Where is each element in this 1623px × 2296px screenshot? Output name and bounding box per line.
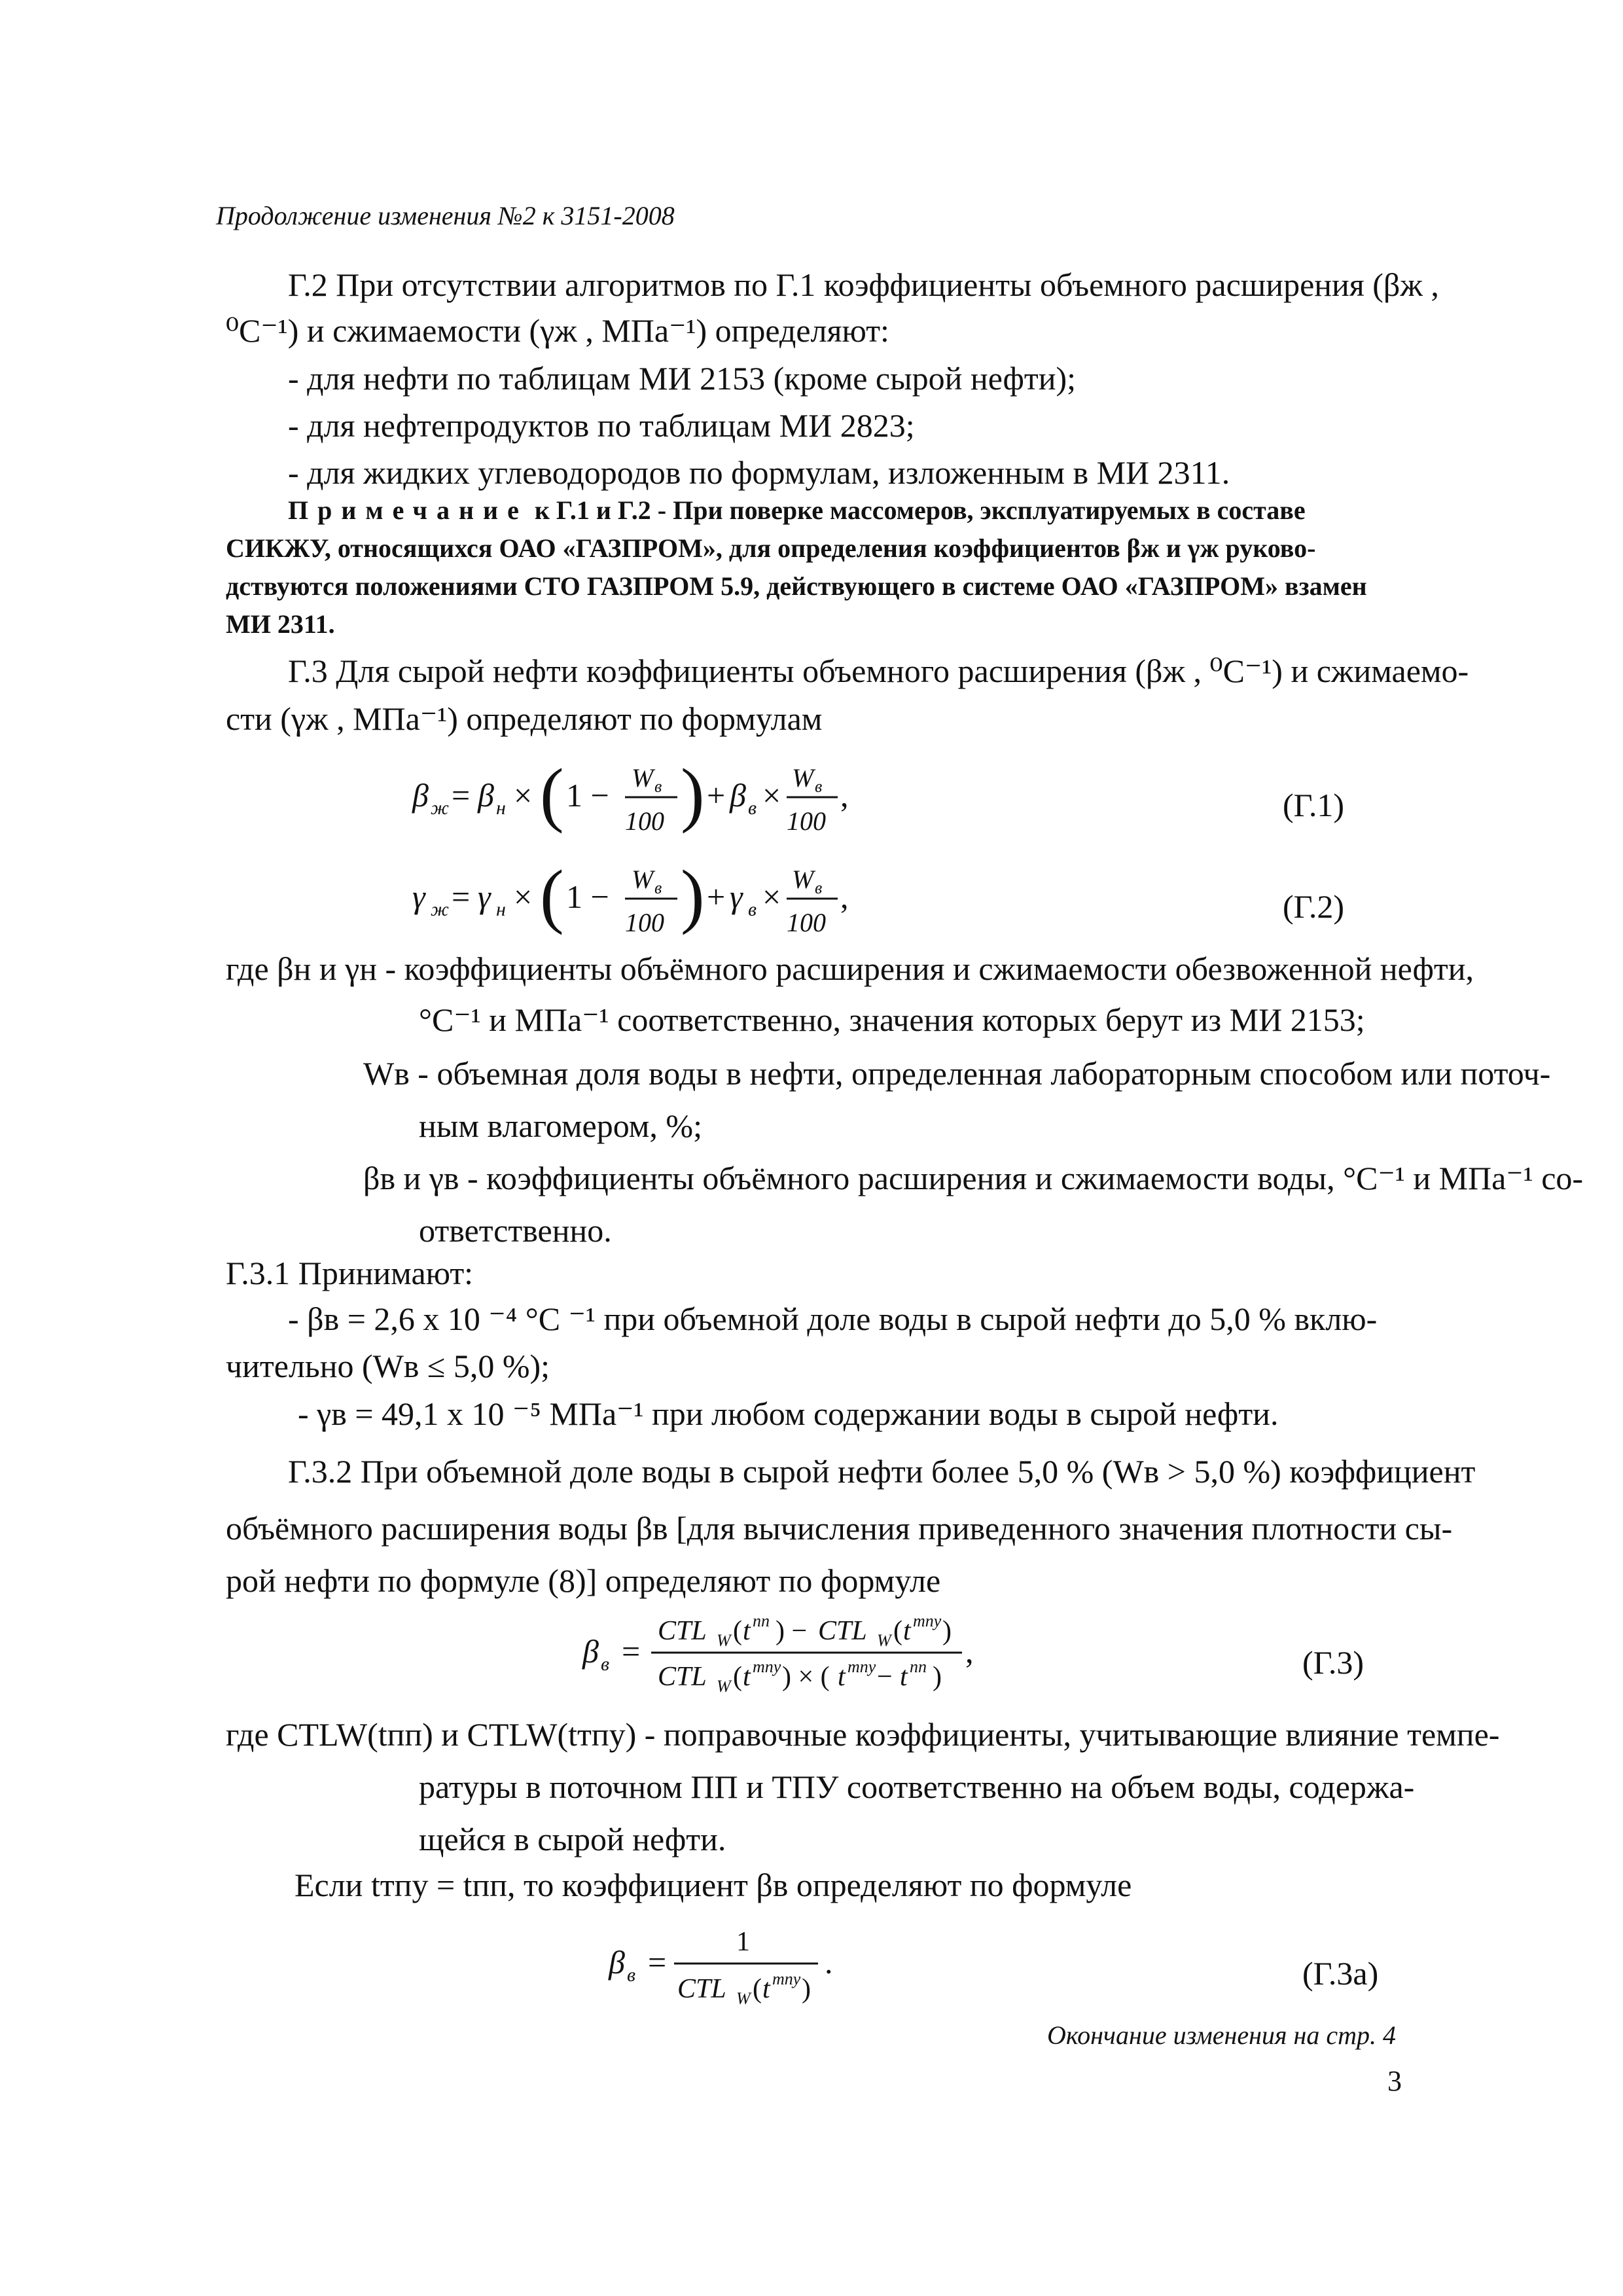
where1-line-5: βв и γв - коэффициенты объёмного расширения и сжимаемости воды, °С⁻¹ и МПа⁻¹ со- bbox=[363, 1160, 1584, 1196]
continuation-note: Окончание изменения на стр. 4 bbox=[1047, 2020, 1397, 2050]
svg-text:пп: пп bbox=[753, 1611, 770, 1630]
svg-text:(: ( bbox=[733, 1616, 742, 1646]
svg-text:в: в bbox=[815, 878, 823, 897]
svg-text:в: в bbox=[748, 899, 757, 920]
svg-text:+: + bbox=[707, 777, 726, 814]
svg-text:=: = bbox=[452, 878, 471, 915]
g2-item-3: - для жидких углеводородов по формулам, изложенным в МИ 2311. bbox=[288, 454, 1230, 491]
svg-text:тпу: тпу bbox=[847, 1657, 876, 1676]
svg-text:) −: ) − bbox=[776, 1616, 808, 1646]
svg-text:) × (: ) × ( bbox=[782, 1662, 830, 1692]
svg-text:γ: γ bbox=[478, 878, 491, 915]
formula-g3a bbox=[602, 1918, 877, 2016]
g2-line-2: ⁰С⁻¹) и сжимаемости (γж , МПа⁻¹) определяют: bbox=[226, 312, 889, 349]
svg-text:(: ( bbox=[540, 754, 564, 834]
where2-line-1: где CTLW(tпп) и CTLW(tтпу) - поправочные коэффициенты, учитывающие влияние темпе- bbox=[226, 1716, 1500, 1753]
note-line-1 bbox=[288, 491, 1306, 530]
svg-text:(: ( bbox=[733, 1662, 742, 1692]
f1-hundred-b: 100 bbox=[787, 806, 826, 836]
formula-g3 bbox=[576, 1604, 1047, 1708]
svg-text:W: W bbox=[717, 1631, 731, 1650]
where2-line-3: щейся в сырой нефти. bbox=[419, 1821, 726, 1857]
svg-text:W: W bbox=[632, 763, 654, 793]
svg-text:,: , bbox=[840, 878, 849, 915]
formula-g2-number: (Г.2) bbox=[1283, 888, 1345, 925]
where1-line-6: ответственно. bbox=[419, 1212, 612, 1249]
svg-text:=: = bbox=[648, 1944, 667, 1981]
note-line-3: дствуются положениями СТО ГАЗПРОМ 5.9, действующего в системе ОАО «ГАЗПРОМ» взамен bbox=[226, 571, 1367, 601]
svg-text:γ: γ bbox=[730, 878, 743, 915]
note-line-1-text: к Г.1 и Г.2 - При поверке массомеров, эксплуатируемых в составе bbox=[534, 495, 1306, 525]
svg-text:β: β bbox=[412, 777, 429, 814]
formula-g1 bbox=[406, 753, 864, 844]
svg-text:тпу: тпу bbox=[772, 1969, 801, 1988]
svg-text:t: t bbox=[743, 1662, 751, 1692]
svg-text:β: β bbox=[478, 777, 494, 814]
where2-line-2: ратуры в поточном ПП и ТПУ соответственно на объем воды, содержа- bbox=[419, 1768, 1415, 1805]
svg-text:t: t bbox=[903, 1616, 911, 1646]
svg-text:н: н bbox=[496, 797, 506, 819]
running-header: Продолжение изменения №2 к 3151-2008 bbox=[216, 201, 675, 230]
where1-line-3: Wв - объемная доля воды в нефти, определенная лабораторным способом или поточ- bbox=[363, 1055, 1551, 1092]
svg-text:тпу: тпу bbox=[913, 1611, 942, 1630]
f3a-numerator: 1 bbox=[736, 1927, 750, 1957]
g3-line-2: сти (γж , МПа⁻¹) определяют по формулам bbox=[226, 700, 823, 737]
svg-text:пп: пп bbox=[910, 1657, 927, 1676]
g3-line-1: Г.3 Для сырой нефти коэффициенты объемного расширения (βж , ⁰С⁻¹) и сжимаемо- bbox=[288, 653, 1469, 689]
where1-line-4: ным влагомером, %; bbox=[419, 1107, 702, 1144]
svg-text:=: = bbox=[452, 777, 471, 814]
svg-text:×: × bbox=[762, 878, 781, 915]
svg-text:CTL: CTL bbox=[818, 1616, 867, 1646]
svg-text:): ) bbox=[802, 1974, 811, 2004]
svg-text:β: β bbox=[582, 1633, 599, 1670]
svg-text:в: в bbox=[627, 1964, 636, 1986]
g2-item-2: - для нефтепродуктов по таблицам МИ 2823; bbox=[288, 407, 915, 444]
svg-text:W: W bbox=[717, 1677, 731, 1696]
f1-hundred-a: 100 bbox=[625, 806, 664, 836]
where1-line-2: °С⁻¹ и МПа⁻¹ соответственно, значения которых берут из МИ 2153; bbox=[419, 1001, 1365, 1038]
page-number: 3 bbox=[1387, 2065, 1402, 2097]
formula-g1-number: (Г.1) bbox=[1283, 787, 1345, 823]
svg-text:×: × bbox=[762, 777, 781, 814]
svg-text:t: t bbox=[743, 1616, 751, 1646]
svg-text:ж: ж bbox=[431, 899, 449, 920]
svg-text:t: t bbox=[762, 1974, 770, 2004]
svg-text:): ) bbox=[933, 1662, 942, 1692]
svg-text:−: − bbox=[877, 1662, 893, 1692]
svg-text:(: ( bbox=[540, 855, 564, 935]
svg-text:в: в bbox=[654, 878, 662, 897]
svg-text:): ) bbox=[942, 1616, 952, 1646]
g2-line-1: Г.2 При отсутствии алгоритмов по Г.1 коэффициенты объемного расширения (βж , bbox=[288, 266, 1439, 303]
svg-text:β: β bbox=[609, 1944, 625, 1981]
svg-text:W: W bbox=[877, 1631, 891, 1650]
g32-line-2: объёмного расширения воды βв [для вычисления приведенного значения плотности сы- bbox=[226, 1510, 1453, 1547]
svg-text:W: W bbox=[632, 865, 654, 894]
svg-text:): ) bbox=[681, 754, 705, 834]
svg-text:CTL: CTL bbox=[677, 1974, 726, 2004]
g2-item-1: - для нефти по таблицам МИ 2153 (кроме сырой нефти); bbox=[288, 360, 1077, 397]
svg-text:CTL: CTL bbox=[658, 1616, 707, 1646]
svg-text:=: = bbox=[622, 1633, 641, 1670]
svg-text:.: . bbox=[825, 1944, 833, 1981]
svg-text:в: в bbox=[601, 1653, 610, 1675]
svg-text:1 −: 1 − bbox=[566, 878, 609, 915]
svg-text:1 −: 1 − bbox=[566, 777, 609, 814]
svg-text:CTL: CTL bbox=[658, 1662, 707, 1692]
svg-text:t: t bbox=[838, 1662, 846, 1692]
g31-title: Г.3.1 Принимают: bbox=[226, 1255, 474, 1291]
svg-text:в: в bbox=[748, 797, 757, 819]
g31-line-3: - γв = 49,1 х 10 ⁻⁵ МПа⁻¹ при любом содержании воды в сырой нефти. bbox=[298, 1395, 1279, 1432]
svg-text:×: × bbox=[514, 777, 533, 814]
svg-text:в: в bbox=[654, 777, 662, 796]
svg-text:W: W bbox=[792, 763, 814, 793]
if-line: Если tтпу = tпп, то коэффициент βв определяют по формуле bbox=[294, 1867, 1132, 1903]
g31-line-1: - βв = 2,6 х 10 ⁻⁴ °С ⁻¹ при объемной доле воды в сырой нефти до 5,0 % вклю- bbox=[288, 1300, 1378, 1337]
svg-text:×: × bbox=[514, 878, 533, 915]
g31-line-2: чительно (Wв ≤ 5,0 %); bbox=[226, 1348, 550, 1384]
formula-g3a-number: (Г.3а) bbox=[1302, 1955, 1379, 1992]
svg-text:+: + bbox=[707, 878, 726, 915]
svg-text:W: W bbox=[792, 865, 814, 894]
svg-text:,: , bbox=[965, 1633, 974, 1670]
note-line-4: МИ 2311. bbox=[226, 609, 335, 639]
svg-text:н: н bbox=[496, 899, 506, 920]
svg-text:(: ( bbox=[893, 1616, 902, 1646]
svg-text:ж: ж bbox=[431, 797, 449, 819]
svg-text:в: в bbox=[815, 777, 823, 796]
svg-text:β: β bbox=[730, 777, 746, 814]
svg-text:γ: γ bbox=[412, 878, 425, 915]
f2-hundred-a: 100 bbox=[625, 908, 664, 937]
g32-line-1: Г.3.2 При объемной доле воды в сырой нефти более 5,0 % (Wв > 5,0 %) коэффициент bbox=[288, 1453, 1476, 1490]
svg-text:,: , bbox=[840, 777, 849, 814]
svg-text:тпу: тпу bbox=[753, 1657, 781, 1676]
f2-hundred-b: 100 bbox=[787, 908, 826, 937]
svg-text:(: ( bbox=[753, 1974, 762, 2004]
formula-g3-number: (Г.3) bbox=[1302, 1644, 1364, 1681]
note-label: Примечание bbox=[288, 495, 528, 525]
note-line-2: СИКЖУ, относящихся ОАО «ГАЗПРОМ», для определения коэффициентов βж и γж руково- bbox=[226, 533, 1316, 563]
g32-line-3: рой нефти по формуле (8)] определяют по формуле bbox=[226, 1562, 941, 1599]
svg-text:t: t bbox=[900, 1662, 908, 1692]
svg-text:W: W bbox=[736, 1989, 751, 2008]
svg-text:): ) bbox=[681, 855, 705, 935]
where1-line-1: где βн и γн - коэффициенты объёмного расширения и сжимаемости обезвоженной нефти, bbox=[226, 950, 1474, 987]
formula-g2 bbox=[406, 854, 864, 946]
